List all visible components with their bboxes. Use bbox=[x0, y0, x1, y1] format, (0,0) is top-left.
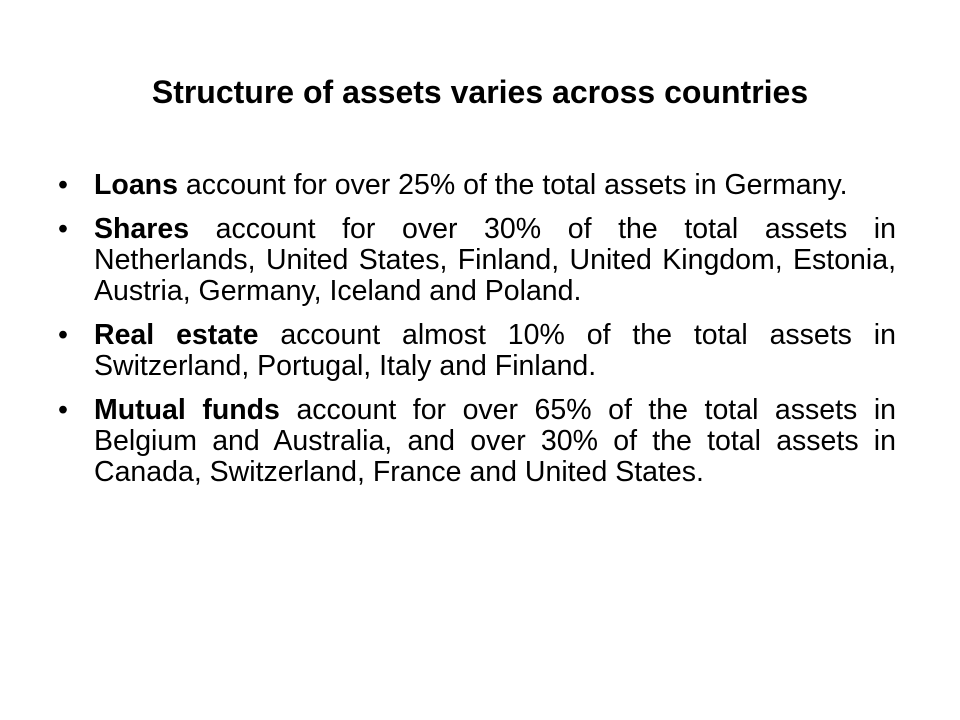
bullet-shares bbox=[58, 214, 896, 307]
bullet-mutual-funds bbox=[58, 395, 896, 488]
bullet-text: account for over 25% of the total assets in Germany. bbox=[177, 169, 848, 201]
bullet-loans bbox=[58, 170, 896, 201]
bullet-term: Mutual funds bbox=[94, 394, 280, 426]
bullet-dot-icon: • bbox=[58, 319, 68, 351]
bullet-dot-icon: • bbox=[58, 213, 68, 245]
bullet-term: Shares bbox=[94, 213, 190, 245]
bullet-real-estate bbox=[58, 320, 896, 382]
bullet-dot-icon: • bbox=[58, 394, 68, 426]
bullet-list bbox=[58, 170, 896, 501]
bullet-term: Loans bbox=[94, 169, 178, 201]
slide-title: Structure of assets varies across countries bbox=[151, 74, 809, 110]
bullet-text: account for over 65% of the total assets in Belgium and Australia, and over 30% of the total assets in Canada, Switzerland, France and United States. bbox=[94, 394, 896, 488]
bullet-dot-icon: • bbox=[58, 169, 68, 201]
bullet-text: account almost 10% of the total assets in Switzerland, Portugal, Italy and Finland. bbox=[94, 319, 896, 382]
bullet-term: Real estate bbox=[94, 319, 259, 351]
bullet-text: account for over 30% of the total assets in Netherlands, United States, Finland, United Kingdom, Estonia, Austria, Germany, Iceland and Poland. bbox=[94, 213, 896, 307]
